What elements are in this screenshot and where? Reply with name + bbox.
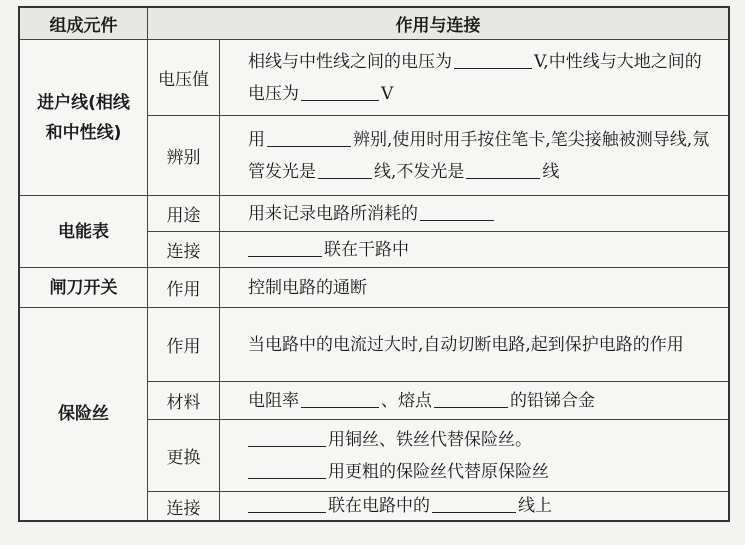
entry-voltage-label <box>148 40 220 116</box>
entry-identify-label <box>148 116 220 196</box>
fuse-role-content <box>220 308 728 382</box>
meter-use-text-1: 用来记录电路所消耗的 <box>248 203 418 224</box>
component-entry-line <box>20 40 148 196</box>
fuse-replace-text <box>248 424 549 488</box>
fuse-role-text-1: 当电路中的电流过大时,自动切断电路,起到保护电路的作用 <box>248 334 684 355</box>
entry-line-name: 进户线(相线和中性线) <box>37 92 130 143</box>
blank-line <box>248 494 326 513</box>
knife-role-text <box>248 272 367 304</box>
meter-connect-label-text: 连接 <box>166 242 201 262</box>
meter-connect-content <box>220 232 728 268</box>
header-function <box>148 8 728 40</box>
identify-text-1: 用 <box>248 129 265 150</box>
identify-text-3: 线,不发光是 <box>374 161 465 182</box>
fuse-connect-label <box>148 492 220 520</box>
fuse-material-text-2: 、熔点 <box>381 390 432 411</box>
fuse-replace-line-2 <box>248 456 549 488</box>
meter-connect-label <box>148 232 220 268</box>
meter-name: 电能表 <box>58 221 109 242</box>
fuse-name: 保险丝 <box>58 404 109 424</box>
voltage-text-3: V <box>381 83 394 104</box>
blank-line <box>318 160 372 179</box>
fuse-role-text <box>248 329 684 361</box>
fuse-connect-content <box>220 492 728 520</box>
blank-line <box>301 389 379 408</box>
fuse-replace-text-2: 用更粗的保险丝代替原保险丝 <box>328 461 549 482</box>
component-knife-switch <box>20 268 148 308</box>
meter-connect-text-1: 联在干路中 <box>324 239 409 260</box>
knife-role-content <box>220 268 728 308</box>
voltage-text <box>248 46 718 110</box>
fuse-connect-text-1: 联在电路中的 <box>328 496 430 516</box>
header-component-label: 组成元件 <box>49 16 118 36</box>
voltage-text-1: 相线与中性线之间的电压为 <box>248 51 452 72</box>
knife-switch-name: 闸刀开关 <box>49 277 118 298</box>
fuse-material-content <box>220 382 728 420</box>
fuse-role-label-text: 作用 <box>166 337 201 357</box>
wiring-table <box>18 6 730 522</box>
fuse-replace-label <box>148 420 220 492</box>
blank-line <box>434 389 508 408</box>
fuse-material-text-3: 的铅锑合金 <box>510 390 595 411</box>
header-function-label: 作用与连接 <box>395 16 481 36</box>
fuse-connect-text-2: 线上 <box>518 496 552 516</box>
meter-use-label-text: 用途 <box>166 206 201 226</box>
component-meter <box>20 196 148 268</box>
fuse-replace-line-1 <box>248 424 549 456</box>
voltage-label-text: 电压值 <box>158 70 209 90</box>
blank-line <box>432 494 516 513</box>
blank-line <box>420 202 494 221</box>
identify-label-text: 辨别 <box>166 148 201 168</box>
component-fuse <box>20 308 148 520</box>
meter-use-label <box>148 196 220 232</box>
identify-text-4: 线 <box>542 161 560 182</box>
meter-use-text <box>248 198 496 230</box>
knife-role-label-text: 作用 <box>166 280 201 300</box>
blank-line <box>267 128 351 147</box>
meter-connect-text <box>248 234 409 266</box>
fuse-material-text-1: 电阻率 <box>248 390 299 411</box>
blank-line <box>454 50 532 69</box>
fuse-material-text <box>248 385 595 417</box>
blank-line <box>301 82 379 101</box>
fuse-connect-text <box>248 490 552 522</box>
knife-role-label <box>148 268 220 308</box>
knife-role-text-1: 控制电路的通断 <box>248 277 367 298</box>
meter-use-content <box>220 196 728 232</box>
blank-line <box>248 238 322 257</box>
fuse-replace-label-text: 更换 <box>166 448 201 468</box>
header-component <box>20 8 148 40</box>
identify-text <box>248 124 718 188</box>
fuse-connect-label-text: 连接 <box>166 498 201 519</box>
blank-line <box>248 428 326 447</box>
fuse-role-label <box>148 308 220 382</box>
blank-line <box>466 160 540 179</box>
fuse-replace-text-1: 用铜丝、铁丝代替保险丝。 <box>328 429 532 450</box>
voltage-text-2: V,中性线与大地之间的电压为 <box>248 51 702 104</box>
fuse-replace-content <box>220 420 728 492</box>
entry-identify-content <box>220 116 728 196</box>
fuse-material-label-text: 材料 <box>166 393 201 413</box>
blank-line <box>248 460 326 479</box>
identify-text-2: 辨别,使用时用手按住笔卡,笔尖接触被测导线,氖管发光是 <box>248 129 710 182</box>
fuse-material-label <box>148 382 220 420</box>
entry-voltage-content <box>220 40 728 116</box>
